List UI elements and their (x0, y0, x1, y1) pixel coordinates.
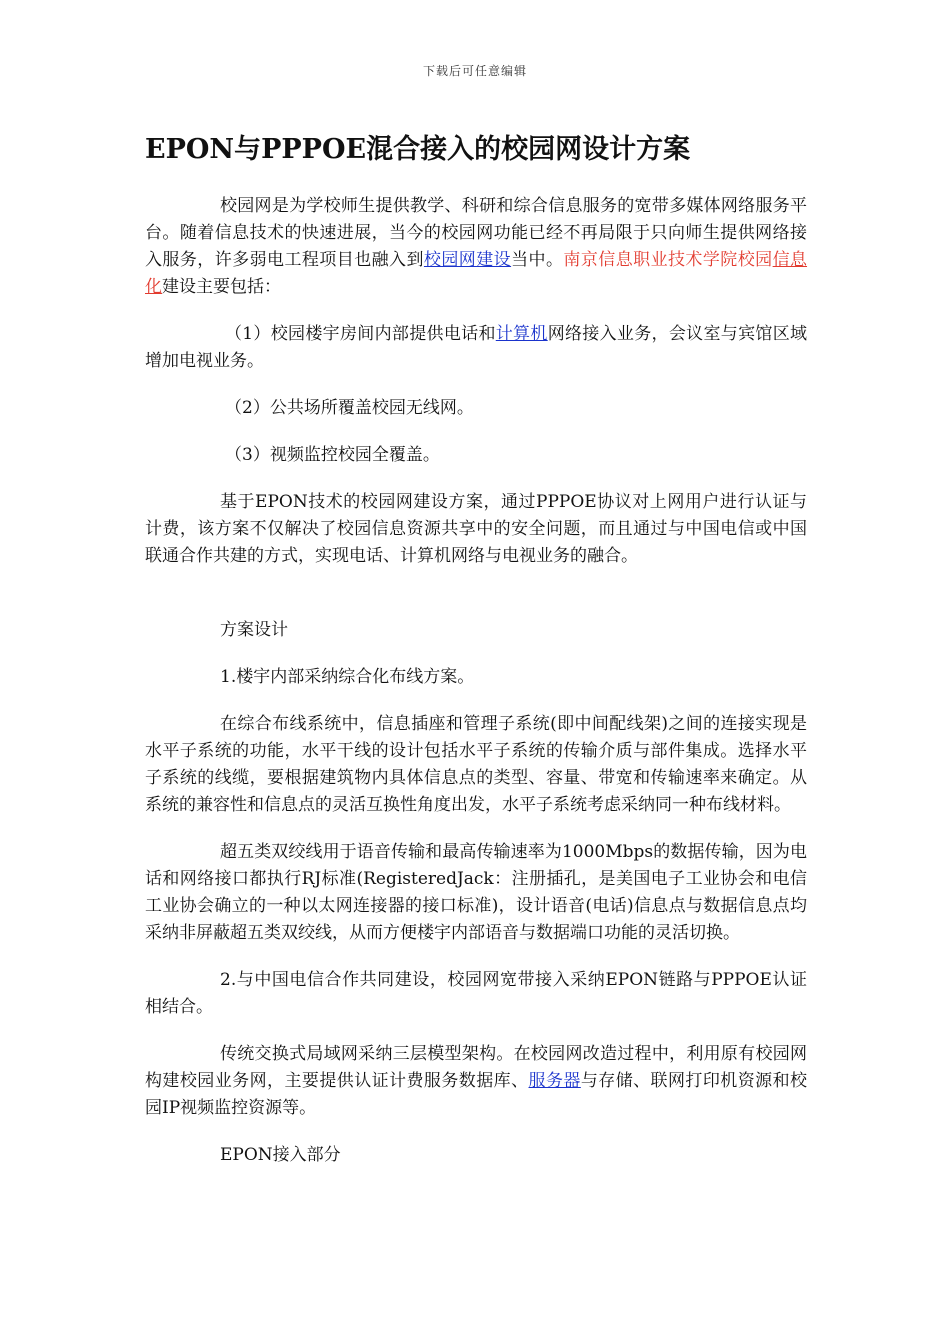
intro-text-2: 当中。 (511, 250, 564, 270)
cat5e-paragraph: 超五类双绞线用于语音传输和最高传输速率为1000Mbps的数据传输，因为电话和网络接口都执行RJ标准(RegisteredJack：注册插孔，是美国电子工业协会和电信工业协会确立的一种以太网连接器的接口标准)，设计语音(电话)信息点与数据信息点均采纳非屏蔽超五类双绞线，从而方便楼宇内部语音与数据端口功能的灵活切换。 (145, 842, 807, 943)
summary-paragraph: 基于EPON技术的校园网建设方案，通过PPPOE协议对上网用户进行认证与计费，该方案不仅解决了校园信息资源共享中的安全问题，而且通过与中国电信或中国联通合作共建的方式，实现电话、计算机网络与电视业务的融合。 (145, 492, 807, 566)
document-body (145, 193, 807, 1169)
architecture-text-2: 与存储、联网打印机资源和校园IP视频监控资源等。 (145, 1071, 808, 1118)
heading-1: 1.楼宇内部采纳综合化布线方案。 (220, 667, 475, 687)
server-link[interactable]: 服务器 (528, 1071, 581, 1091)
list-item-1-text-1: （1）校园楼宇房间内部提供电话和 (225, 324, 496, 344)
intro-text-1: 校园网是为学校师生提供教学、科研和综合信息服务的宽带多媒体网络服务平台。随着信息技术的快速进展，当今的校园网功能已经不再局限于只向师生提供网络接入服务，许多弱电工程项目也融入到 (145, 196, 807, 270)
informatization-link[interactable]: 信息化 (145, 250, 808, 297)
document-title: EPON与PPPOE混合接入的校园网设计方案 (145, 134, 691, 165)
list-item-3: （3）视频监控校园全覆盖。 (225, 445, 440, 465)
heading-3: EPON接入部分 (220, 1145, 341, 1165)
architecture-paragraph (145, 1041, 807, 1122)
computer-link[interactable]: 计算机 (495, 324, 548, 344)
list-item-1-text-2: 网络接入业务，会议室与宾馆区域增加电视业务。 (145, 324, 808, 371)
section-heading: 方案设计 (220, 620, 288, 640)
page-header-note: 下载后可任意编辑 (422, 64, 527, 78)
list-item-1 (145, 321, 807, 375)
cabling-paragraph: 在综合布线系统中，信息插座和管理子系统(即中间配线架)之间的连接实现是水平子系统的功能，水平干线的设计包括水平子系统的传输介质与部件集成。选择水平子系统的线缆，要根据建筑物内具体信息点的类型、容量、带宽和传输速率来确定。从系统的兼容性和信息点的灵活互换性角度出发，水平子系统考虑采纳同一种布线材料。 (145, 714, 807, 815)
campus-network-construction-link[interactable]: 校园网建设 (423, 250, 512, 270)
architecture-text-1: 传统交换式局域网采纳三层模型架构。在校园网改造过程中，利用原有校园网构建校园业务网，主要提供认证计费服务数据库、 (145, 1044, 807, 1091)
intro-paragraph (145, 193, 807, 301)
heading-2: 2.与中国电信合作共同建设，校园网宽带接入采纳EPON链路与PPPOE认证相结合。 (145, 970, 807, 1017)
intro-text-3: 建设主要包括： (162, 277, 281, 297)
institute-name-red: 南京信息职业技术学院校园 (563, 250, 773, 270)
list-item-2: （2）公共场所覆盖校园无线网。 (225, 398, 474, 418)
